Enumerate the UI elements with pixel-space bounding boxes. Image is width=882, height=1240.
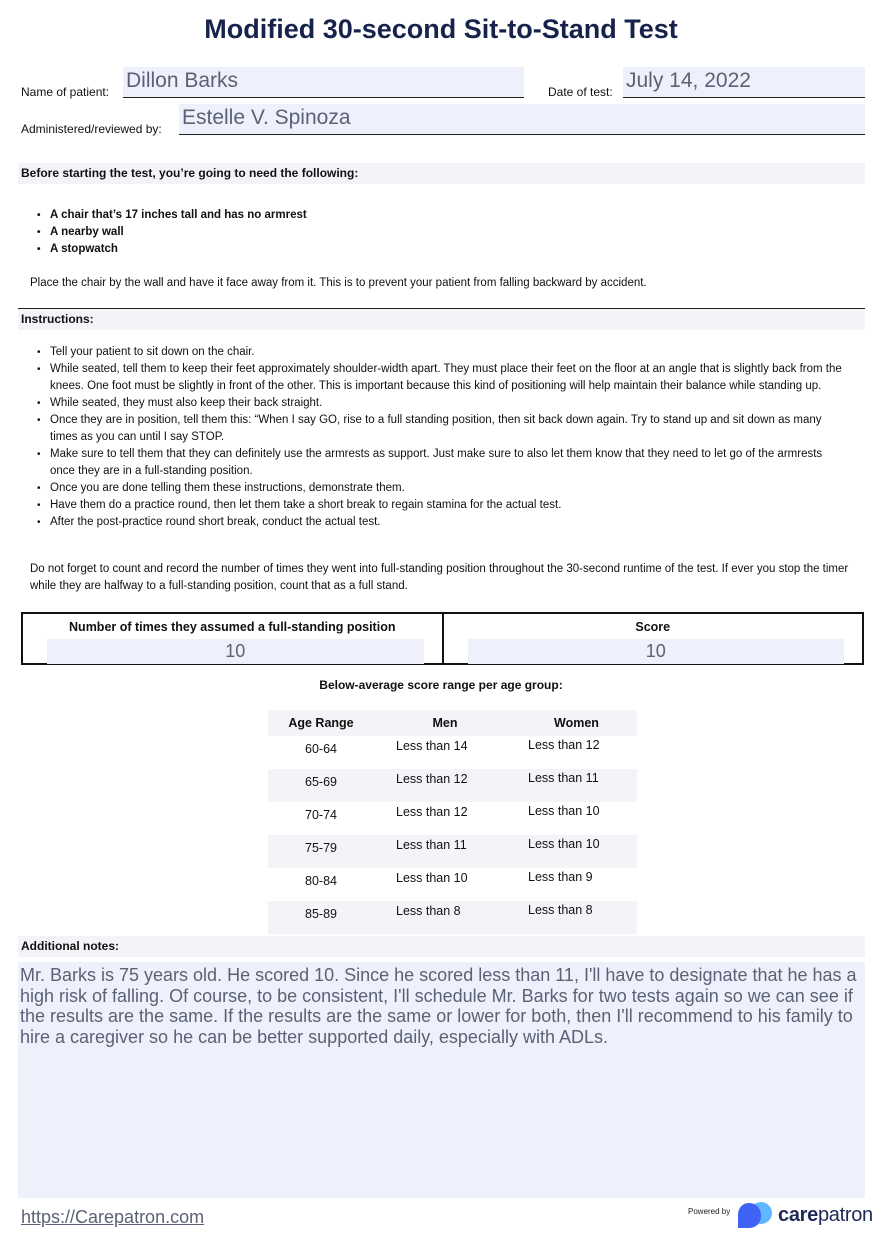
stand-count-cell xyxy=(23,614,442,663)
notes-field[interactable]: Mr. Barks is 75 years old. He scored 10. Since he scored less than 11, I'll have to designate that he has a high risk of falling. Of course, to be consistent, I'll schedule Mr. Barks for two tests again so we can see if the results are the same. If the results are the same or lower for both, then I'll recommend to his family to hire a caregiver so he can be better supported daily, especially with ADLs. xyxy=(18,962,865,1198)
table-row xyxy=(268,769,637,802)
score-label: Score xyxy=(635,620,671,634)
men-cell: Less than 8 xyxy=(374,901,516,934)
instructions-heading: Instructions: xyxy=(18,309,865,330)
men-cell: Less than 12 xyxy=(374,769,516,802)
men-cell: Less than 10 xyxy=(396,871,468,885)
score-cell xyxy=(442,614,863,663)
notes-heading: Additional notes: xyxy=(18,936,865,957)
age-cell: 70-74 xyxy=(305,808,337,822)
chair-placement-note: Place the chair by the wall and have it face away from it. This is to prevent your patient from falling backward by accident. xyxy=(30,277,647,289)
table-row xyxy=(268,901,637,934)
carepatron-link[interactable]: https://Carepatron.com xyxy=(21,1207,205,1227)
women-cell: Less than 10 xyxy=(528,804,600,818)
women-cell: Less than 9 xyxy=(528,870,593,884)
header-age-range: Age Range xyxy=(268,710,374,736)
list-item: • Have them do a practice round, then let them take a short break to regain stamina for the actual test. xyxy=(37,497,849,514)
carepatron-wordmark: carepatron xyxy=(778,1203,873,1226)
patient-name-field[interactable]: Dillon Barks xyxy=(123,67,524,98)
age-cell: 65-69 xyxy=(268,769,374,802)
powered-by-label: Powered by xyxy=(688,1207,731,1216)
date-label: Date of test: xyxy=(548,85,613,99)
stand-count-label: Number of times they assumed a full-standing position xyxy=(69,620,396,634)
score-box xyxy=(21,612,864,665)
list-item: • Make sure to tell them that they can definitely use the armrests as support. Just make sure to also let them know that they need to let go of the armrests once they are in a full-standing position. xyxy=(37,446,849,480)
women-cell: Less than 8 xyxy=(516,901,637,934)
list-item: • Once they are in position, tell them this: “When I say GO, rise to a full standing position, then sit back down again. Try to stand up and sit down as many times as you can until I say STOP. xyxy=(37,412,849,446)
list-item: • A stopwatch xyxy=(37,241,837,258)
list-item: • A chair that’s 17 inches tall and has no armrest xyxy=(37,207,837,224)
date-field[interactable]: July 14, 2022 xyxy=(623,67,865,98)
age-table-title: Below-average score range per age group: xyxy=(319,678,563,692)
carepatron-logo-icon xyxy=(737,1201,774,1229)
patient-name-label: Name of patient: xyxy=(21,85,110,99)
list-item: • While seated, tell them to keep their feet approximately shoulder-width apart. They must place their feet on the floor at an angle that is slightly back from the knees. One foot must be slightly in front of the other. This is important because this kind of positioning will help maintain their balance while standing up. xyxy=(37,361,849,395)
age-cell: 75-79 xyxy=(268,835,374,868)
table-header-row xyxy=(268,710,637,736)
list-item: • While seated, they must also keep their back straight. xyxy=(37,395,849,412)
women-cell: Less than 10 xyxy=(516,835,637,868)
list-item: • Once you are done telling them these instructions, demonstrate them. xyxy=(37,480,849,497)
header-women: Women xyxy=(516,710,637,736)
men-cell: Less than 14 xyxy=(396,739,468,753)
men-cell: Less than 12 xyxy=(396,805,468,819)
list-item: • After the post-practice round short break, conduct the actual test. xyxy=(37,514,849,531)
table-row xyxy=(268,835,637,868)
age-cell: 60-64 xyxy=(305,742,337,756)
table-row xyxy=(268,802,637,835)
table-row xyxy=(268,736,637,769)
requirements-list xyxy=(37,207,837,258)
men-cell: Less than 11 xyxy=(374,835,516,868)
score-field[interactable]: 10 xyxy=(468,639,845,664)
age-range-table xyxy=(268,710,637,967)
age-cell: 80-84 xyxy=(305,874,337,888)
women-cell: Less than 11 xyxy=(516,769,637,802)
counting-note: Do not forget to count and record the number of times they went into full-standing position throughout the 30-second runtime of the test. If ever you stop the timer while they are halfway to a full-standing position, count that as a full stand. xyxy=(30,563,849,592)
administered-label: Administered/reviewed by: xyxy=(21,122,162,136)
carepatron-logo[interactable] xyxy=(737,1201,873,1229)
list-item: • A nearby wall xyxy=(37,224,837,241)
page-title: Modified 30-second Sit-to-Stand Test xyxy=(204,14,678,44)
header-men: Men xyxy=(374,710,516,736)
age-cell: 85-89 xyxy=(268,901,374,934)
before-heading: Before starting the test, you’re going to need the following: xyxy=(18,163,865,184)
table-row xyxy=(268,868,637,901)
list-item: • Tell your patient to sit down on the chair. xyxy=(37,344,849,361)
administered-field[interactable]: Estelle V. Spinoza xyxy=(179,104,865,135)
instructions-list xyxy=(37,344,849,531)
stand-count-field[interactable]: 10 xyxy=(47,639,424,664)
women-cell: Less than 12 xyxy=(528,738,600,752)
